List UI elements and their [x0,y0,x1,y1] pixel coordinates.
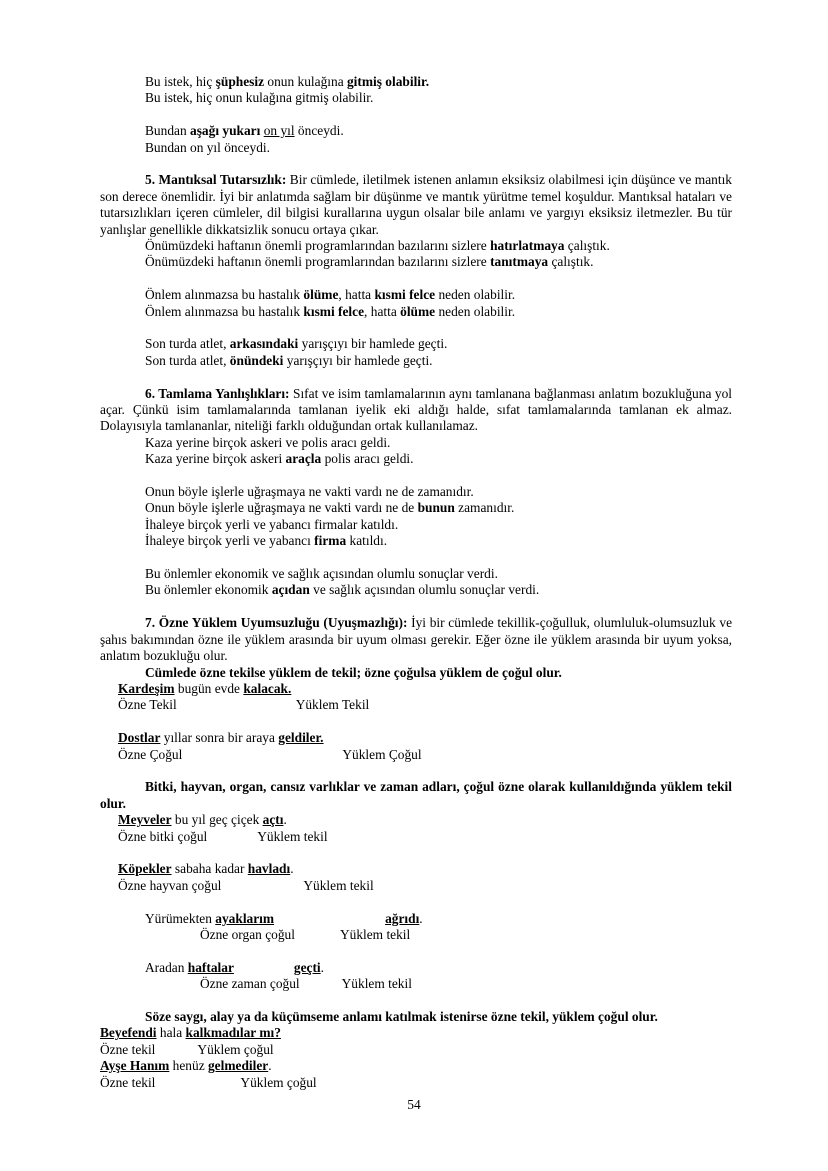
text-line [100,353,732,369]
text-run: havladı [247,861,291,877]
text-run: . [268,1058,272,1074]
text-run: kısmi felce [374,287,436,303]
text-run: aşağı yukarı [190,123,261,139]
text-line [100,1058,732,1074]
text-line [100,238,732,254]
text-run: tanıtmaya [490,254,549,270]
text-run: Özne tekil [100,1041,156,1057]
text-run: kısmi felce [303,303,365,319]
page-number: 54 [407,1097,421,1112]
blank-line [100,156,732,172]
text-run: gelmediler [207,1058,269,1074]
text-run: Son turda atlet, [145,352,230,368]
text-run: İyi bir cümlede tekillik-çoğulluk, olumluluk-olumsuzluk ve şahıs bakımından özne ile yüklem arasında bir uyum olması gerekir. Eğer özne ile yüklem arasında bir uyum yoksa, anlatım bozukluğu olur. [100,615,733,664]
text-run: henüz [169,1058,208,1074]
text-line [100,812,732,828]
text-run: Yüklem tekil [339,926,411,942]
text-run: Özne Çoğul [118,746,183,762]
text-line [100,927,732,943]
text-run: Sıfat ve isim tamlamalarının aynı tamlanana bağlanması anlatım bozukluğuna yol açar. Çünkü isim tamlamalarında tamlanan iyelik eki aldığı halde, sıfat tamlamalarında tamlanan ek almaz. Dolayısıyla tamlananlar, niteliği farklı olduğundan ortak kullanılamaz. [100,385,732,434]
text-run: . [290,861,294,877]
text-line [100,533,732,549]
blank-line [100,550,732,566]
text-run: Önlem alınmazsa bu hastalık [145,303,304,319]
text-run: yıllar sonra bir araya [160,730,279,746]
text-run: Yüklem tekil [257,828,328,844]
text-run: bu yıl geç çiçek [171,812,263,828]
text-line [100,451,732,467]
text-line [100,500,732,516]
text-line [100,730,732,746]
blank-line [100,320,732,336]
text-line [100,140,732,156]
text-run: Meyveler [118,812,172,828]
text-run: ölüme [303,287,339,303]
text-run: bunun [417,500,455,516]
text-run: polis aracı geldi. [321,451,414,467]
text-line [100,304,732,320]
text-run: Beyefendi [100,1025,157,1041]
text-run: Önümüzdeki haftanın önemli programlarından bazılarını sizlere [145,254,491,270]
text-run: açtı [262,812,284,828]
document-content [100,74,732,1091]
paragraph [100,615,732,664]
text-run: çalıştık. [548,254,594,270]
text-line [100,665,732,681]
text-run: Özne organ çoğul [200,926,295,942]
text-run: ölüme [400,303,436,319]
text-run: . [320,959,325,975]
text-run: arkasındaki [229,336,299,352]
text-run: neden olabilir. [435,303,516,319]
text-run: Kaza yerine birçok askeri ve polis aracı geldi. [145,434,391,450]
text-run: Özne tekil [100,1074,156,1090]
text-line [100,1042,732,1058]
text-run: neden olabilir. [435,287,516,303]
text-run: kalkmadılar mı? [185,1025,281,1041]
text-line [100,254,732,270]
text-run: Önlem alınmazsa bu hastalık [145,287,304,303]
paragraph [100,386,732,435]
blank-line [100,369,732,385]
blank-line [100,599,732,615]
text-run: ayaklarım [215,910,275,926]
text-run: önündeki [229,352,284,368]
text-run: Cümlede özne tekilse yüklem de tekil; özne çoğulsa yüklem de çoğul olur. [145,664,562,680]
text-run: bugün evde [174,680,244,696]
text-run: , hatta [364,303,401,319]
text-run: Onun böyle işlerle uğraşmaya ne vakti vardı ne de zamanıdır. [145,484,474,500]
text-run: Özne bitki çoğul [118,828,208,844]
text-line [100,861,732,877]
text-run: Yüklem Çoğul [342,746,422,762]
text-run: ağrıdı [385,910,420,926]
text-run: 5. Mantıksal Tutarsızlık: [145,172,287,188]
text-line [100,697,732,713]
blank-line [100,468,732,484]
text-run: Son turda atlet, [145,336,230,352]
text-run: . [283,812,287,828]
text-line [100,74,732,90]
text-run: Özne zaman çoğul [200,976,300,992]
blank-line [100,993,732,1009]
text-run: Kardeşim [118,680,175,696]
text-run: zamanıdır. [454,500,515,516]
text-line [100,911,732,927]
text-run: Yüklem tekil [303,877,374,893]
text-run: Bundan [145,123,191,139]
paragraph [100,779,732,812]
text-line [100,484,732,500]
text-run: Özne hayvan çoğul [118,877,222,893]
text-run: , hatta [338,287,375,303]
text-run: Önümüzdeki haftanın önemli programlarından bazılarını sizlere [145,238,491,254]
text-run: Kaza yerine birçok askeri [145,451,286,467]
text-line [100,582,732,598]
text-run: 6. Tamlama Yanlışlıkları: [145,385,290,401]
text-run: şüphesiz [215,74,265,89]
text-run: Bundan on yıl önceydi. [145,139,270,155]
blank-line [100,845,732,861]
text-run: hala [156,1025,186,1041]
text-run: ve sağlık açısından olumlu sonuçlar verdi. [309,582,540,598]
text-run: önceydi. [294,123,344,139]
text-run: çalıştık. [564,238,610,254]
text-run: yarışçıyı bir hamlede geçti. [283,352,433,368]
text-run: Köpekler [118,861,172,877]
text-run: 7. Özne Yüklem Uyumsuzluğu (Uyuşmazlığı): [145,615,408,631]
blank-line [100,714,732,730]
text-line [100,1009,732,1025]
text-run: Söze saygı, alay ya da küçümseme anlamı katılmak istenirse özne tekil, yüklem çoğul olur. [145,1008,658,1024]
blank-line [100,763,732,779]
text-line [100,435,732,451]
text-line [100,1075,732,1091]
text-run: Ayşe Hanım [100,1058,170,1074]
text-run: hatırlatmaya [490,238,565,254]
text-line [100,1025,732,1041]
text-run: araçla [285,451,322,467]
text-run: Yüklem Tekil [295,697,370,713]
text-run: sabaha kadar [171,861,248,877]
blank-line [100,271,732,287]
text-line [100,123,732,139]
text-run: geldiler. [278,730,324,746]
text-run: katıldı. [346,533,388,549]
text-run: gitmiş olabilir. [346,74,430,89]
text-run: Bu önlemler ekonomik [145,582,272,598]
text-run: Aradan [145,959,188,975]
text-line [100,960,732,976]
text-run: Yürümekten [145,910,216,926]
text-run: Bu istek, hiç [145,74,216,89]
paragraph [100,172,732,238]
text-run: Bir cümlede, iletilmek istenen anlamın eksiksiz olabilmesi için düşünce ve mantık son derece önemlidir. İyi bir anlatımda sağlam bir düşünme ve mantık yürütme temel koşuldur. Mantıksal hataları ve tutarsızlıkları içeren cümleler, dil bilgisi kurallarına uygun olsalar bile anlamı ve yargıyı eksiksiz iletmezler. Bu tür yanlışlar genellikle dikkatsizlik sonucu ortaya çıkar. [100,172,732,237]
text-run: haftalar [187,959,234,975]
text-run: on yıl [263,123,295,139]
text-run: Yüklem çoğul [240,1074,317,1090]
text-line [100,829,732,845]
text-run: İhaleye birçok yerli ve yabancı firmalar katıldı. [145,516,399,532]
text-run: onun kulağına [264,74,347,89]
blank-line [100,894,732,910]
text-run: Bu önlemler ekonomik ve sağlık açısından olumlu sonuçlar verdi. [145,566,498,582]
text-run: firma [314,533,347,549]
text-line [100,681,732,697]
text-line [100,287,732,303]
blank-line [100,107,732,123]
text-run: İhaleye birçok yerli ve yabancı [145,533,315,549]
text-run: Yüklem tekil [341,976,412,992]
text-run: açıdan [271,582,310,598]
text-run: geçti [293,959,321,975]
text-run: Özne Tekil [118,697,177,713]
text-line [100,566,732,582]
text-run: Bitki, hayvan, organ, cansız varlıklar ve zaman adları, çoğul özne olarak kullanıldığında yüklem tekil olur. [100,779,732,811]
text-line [100,976,732,992]
text-run: Dostlar [118,730,161,746]
text-run: . [419,910,423,926]
blank-line [100,943,732,959]
text-run: yarışçıyı bir hamlede geçti. [298,336,448,352]
text-line [100,747,732,763]
text-line [100,90,732,106]
text-run: kalacak. [243,680,292,696]
text-line [100,517,732,533]
text-run: Bu istek, hiç onun kulağına gitmiş olabilir. [145,90,374,106]
text-run: Yüklem çoğul [197,1041,274,1057]
text-line [100,336,732,352]
text-run: Onun böyle işlerle uğraşmaya ne vakti vardı ne de [145,500,418,516]
text-line [100,878,732,894]
